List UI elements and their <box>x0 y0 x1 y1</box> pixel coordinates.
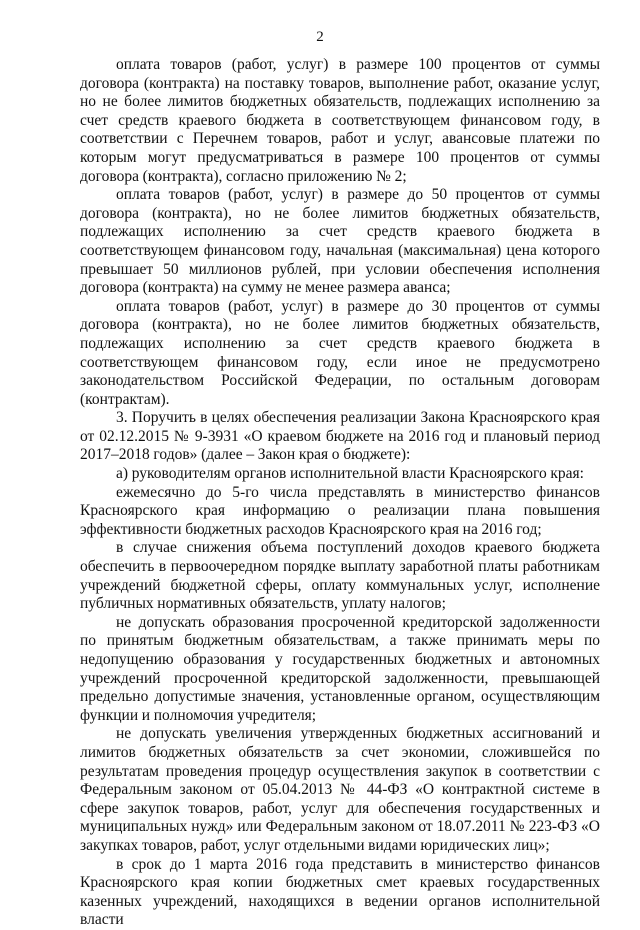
paragraph-subsection-a: а) руководителям органов исполнительной власти Красноярского края: <box>116 465 584 483</box>
paragraph-advance-30: оплата товаров (работ, услуг) в размере до 30 процентов от суммы договора (контракта), но не более лимитов бюджетных обязательств, подлежащих исполнению за счет средств краевого бюджета в соответствующем финансовом году, если иное не предусмотрено законодательством Российской Федерации, по остальным договорам (контрактам). <box>80 297 600 408</box>
paragraph-section-3: 3. Поручить в целях обеспечения реализации Закона Красноярского края от 02.12.2015 № 9-3931 «О краевом бюджете на 2016 год и плановый период 2017–2018 годов» (далее – Закон края о бюджете): <box>80 409 600 464</box>
page-number: 2 <box>316 29 324 45</box>
paragraph-advance-50: оплата товаров (работ, услуг) в размере до 50 процентов от суммы договора (контракта), но не более лимитов бюджетных обязательств, подлежащих исполнению за счет средств краевого бюджета в соответствующем финансовом году, начальная (максимальная) цена которого превышает 50 миллионов рублей, при условии обеспечения исполнения договора (контракта) на сумму не менее размера аванса; <box>80 186 600 297</box>
document-body <box>80 56 600 930</box>
paragraph-overdue-debt: не допускать образования просроченной кредиторской задолженности по принятым бюджетным обязательствам, а также принимать меры по недопущению образования у государственных бюджетных и автономных учреждений просроченной кредиторской задолженности, превышающей предельно допустимые значения, установленные органом, осуществляющим функции и полномочия учредителя; <box>80 613 600 724</box>
paragraph-advance-100: оплата товаров (работ, услуг) в размере 100 процентов от суммы договора (контракта) на поставку товаров, выполнение работ, оказание услуг, но не более лимитов бюджетных обязательств, подлежащих исполнению за счет средств краевого бюджета в соответствующем финансовом году, в соответствии с Перечнем товаров, работ и услуг, авансовые платежи по которым могут предусматриваться в размере 100 процентов от суммы договора (контракта), согласно приложению № 2; <box>80 56 600 185</box>
paragraph-budget-estimates: в срок до 1 марта 2016 года представить в министерство финансов Красноярского края копии бюджетных смет краевых государственных казенных учреждений, находящихся в ведении органов исполнительной власти <box>80 855 600 929</box>
paragraph-revenue-decline: в случае снижения объема поступлений доходов краевого бюджета обеспечить в первоочередном порядке выплату заработной платы работникам учреждений бюджетной сферы, оплату коммунальных услуг, исполнение публичных нормативных обязательств, уплату налогов; <box>80 539 600 613</box>
paragraph-monthly-report: ежемесячно до 5-го числа представлять в министерство финансов Красноярского края информацию о реализации плана повышения эффективности бюджетных расходов Красноярского края на 2016 год; <box>80 483 600 538</box>
paragraph-procurement-savings: не допускать увеличения утвержденных бюджетных ассигнований и лимитов бюджетных обязательств за счет экономии, сложившейся по результатам проведения процедур осуществления закупок в соответствии с Федеральным законом от 05.04.2013 № 44-ФЗ «О контрактной системе в сфере закупок товаров, работ, услуг для обеспечения государственных и муниципальных нужд» или Федеральным законом от 18.07.2011 № 223-ФЗ «О закупках товаров, работ, услуг отдельными видами юридических лиц»; <box>80 725 600 854</box>
